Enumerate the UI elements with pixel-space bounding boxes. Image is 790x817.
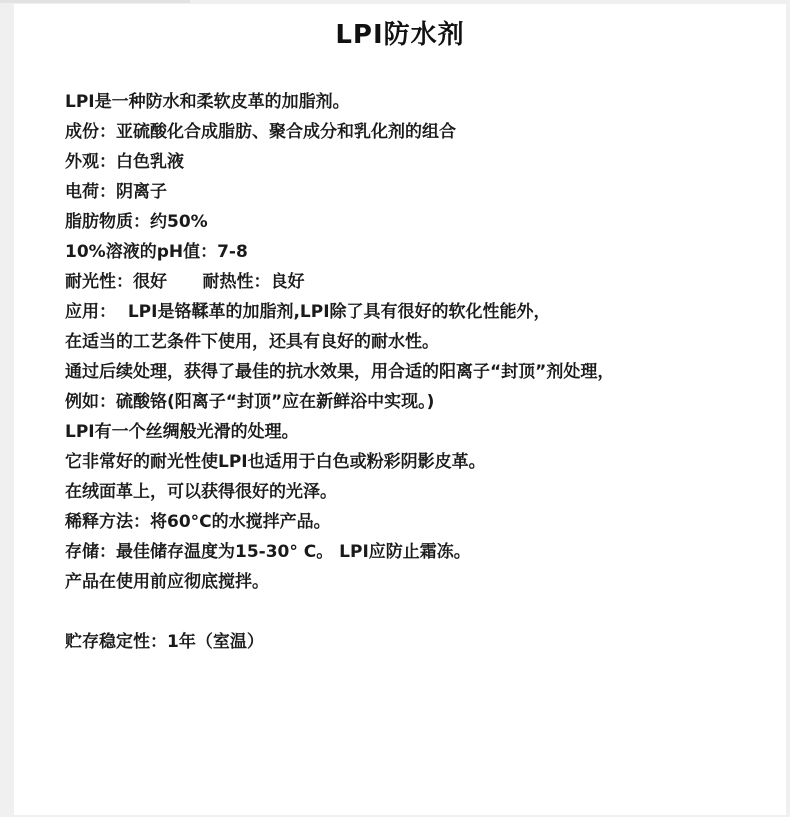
text-line-shelf-life: 贮存稳定性：1年（室温） [65, 632, 264, 652]
text-line-intro: LPI是一种防水和柔软皮革的加脂剂。 [65, 92, 350, 112]
text-line-fat-content: 脂肪物质：约50% [65, 212, 208, 232]
text-line-application: 应用： LPI是铬鞣革的加脂剂,LPI除了具有很好的软化性能外， [65, 302, 551, 322]
text-line-handle: LPI有一个丝绸般光滑的处理。 [65, 422, 299, 442]
text-line-lightfastness: 它非常好的耐光性使LPI也适用于白色或粉彩阴影皮革。 [65, 452, 486, 472]
text-line-charge: 电荷：阴离子 [65, 182, 167, 202]
text-line-dilution: 稀释方法：将60°C的水搅拌产品。 [65, 512, 331, 532]
text-line-example: 例如：硫酸铬(阳离子“封顶”应在新鲜浴中实现。) [65, 392, 435, 412]
blank-line [65, 597, 781, 627]
document-page [14, 4, 786, 815]
text-line-appearance: 外观：白色乳液 [65, 152, 184, 172]
text-line-suede: 在绒面革上，可以获得很好的光泽。 [65, 482, 337, 502]
text-line-stir: 产品在使用前应彻底搅拌。 [65, 572, 269, 592]
text-line-application-2: 在适当的工艺条件下使用，还具有良好的耐水性。 [65, 332, 439, 352]
text-line-composition: 成份：亚硫酸化合成脂肪、聚合成分和乳化剂的组合 [65, 122, 456, 142]
text-line-post-treatment: 通过后续处理，获得了最佳的抗水效果，用合适的阳离子“封顶”剂处理， [65, 362, 615, 382]
text-line-ph: 10%溶液的pH值：7-8 [65, 242, 248, 262]
text-line-storage: 存储：最佳储存温度为15-30° C。 LPI应防止霜冻。 [65, 542, 471, 562]
document-body [65, 87, 781, 657]
top-edge-strip [0, 0, 190, 3]
document-title: LPI防水剂 [335, 20, 465, 50]
text-line-fastness: 耐光性：很好 耐热性：良好 [65, 272, 305, 292]
